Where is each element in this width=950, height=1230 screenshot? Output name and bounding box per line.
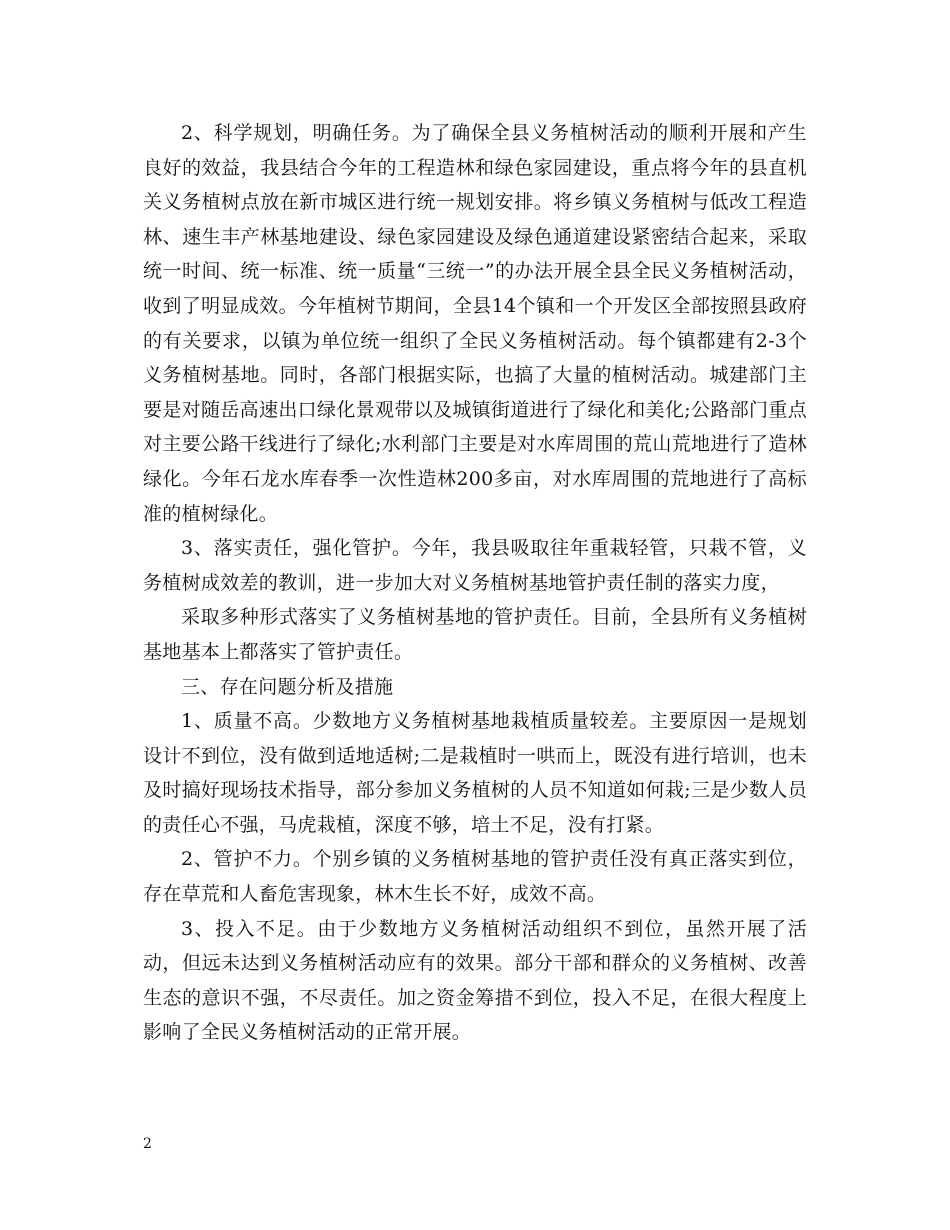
document-body — [143, 116, 807, 1050]
paragraph-quality: 1、质量不高。少数地方义务植树基地栽植质量较差。主要原因一是规划设计不到位，没有做到适地适树;二是栽植时一哄而上，既没有进行培训，也未及时搞好现场技术指导，部分参加义务植树的人员不知道如何栽;三是少数人员的责任心不强，马虎栽植，深度不够，培土不足，没有打紧。 — [143, 710, 807, 836]
paragraph-responsibility: 3、落实责任，强化管护。今年，我县吸取往年重栽轻管，只栽不管，义务植树成效差的教训，进一步加大对义务植树基地管护责任制的落实力度， — [143, 537, 807, 594]
page-number: 2 — [143, 1136, 152, 1152]
paragraph-planning: 2、科学规划，明确任务。为了确保全县义务植树活动的顺利开展和产生良好的效益，我县结合今年的工程造林和绿色家园建设，重点将今年的县直机关义务植树点放在新市城区进行统一规划安排。将乡镇义务植树与低改工程造林、速生丰产林基地建设、绿色家园建设及绿色通道建设紧密结合起来，采取统一时间、统一标准、统一质量“三统一”的办法开展全县全民义务植树活动，收到了明显成效。今年植树节期间，全县14个镇和一个开发区全部按照县政府的有关要求，以镇为单位统一组织了全民义务植树活动。每个镇都建有2-3个义务植树基地。同时，各部门根据实际，也搞了大量的植树活动。城建部门主要是对随岳高速出口绿化景观带以及城镇街道进行了绿化和美化;公路部门重点对主要公路干线进行了绿化;水利部门主要是对水库周围的荒山荒地进行了造林绿化。今年石龙水库春季一次性造林200多亩，对水库周围的荒地进行了高标准的植树绿化。 — [143, 122, 807, 525]
paragraph-responsibility-continued: 采取多种形式落实了义务植树基地的管护责任。目前，全县所有义务植树基地基本上都落实了管护责任。 — [143, 606, 807, 663]
paragraph-investment: 3、投入不足。由于少数地方义务植树活动组织不到位，虽然开展了活动，但远未达到义务植树活动应有的效果。部分干部和群众的义务植树、改善生态的意识不强，不尽责任。加之资金筹措不到位，投入不足，在很大程度上影响了全民义务植树活动的正常开展。 — [143, 917, 807, 1044]
section-heading-problems: 三、存在问题分析及措施 — [181, 675, 394, 698]
paragraph-maintenance: 2、管护不力。个别乡镇的义务植树基地的管护责任没有真正落实到位，存在草荒和人畜危害现象，林木生长不好，成效不高。 — [143, 848, 807, 906]
